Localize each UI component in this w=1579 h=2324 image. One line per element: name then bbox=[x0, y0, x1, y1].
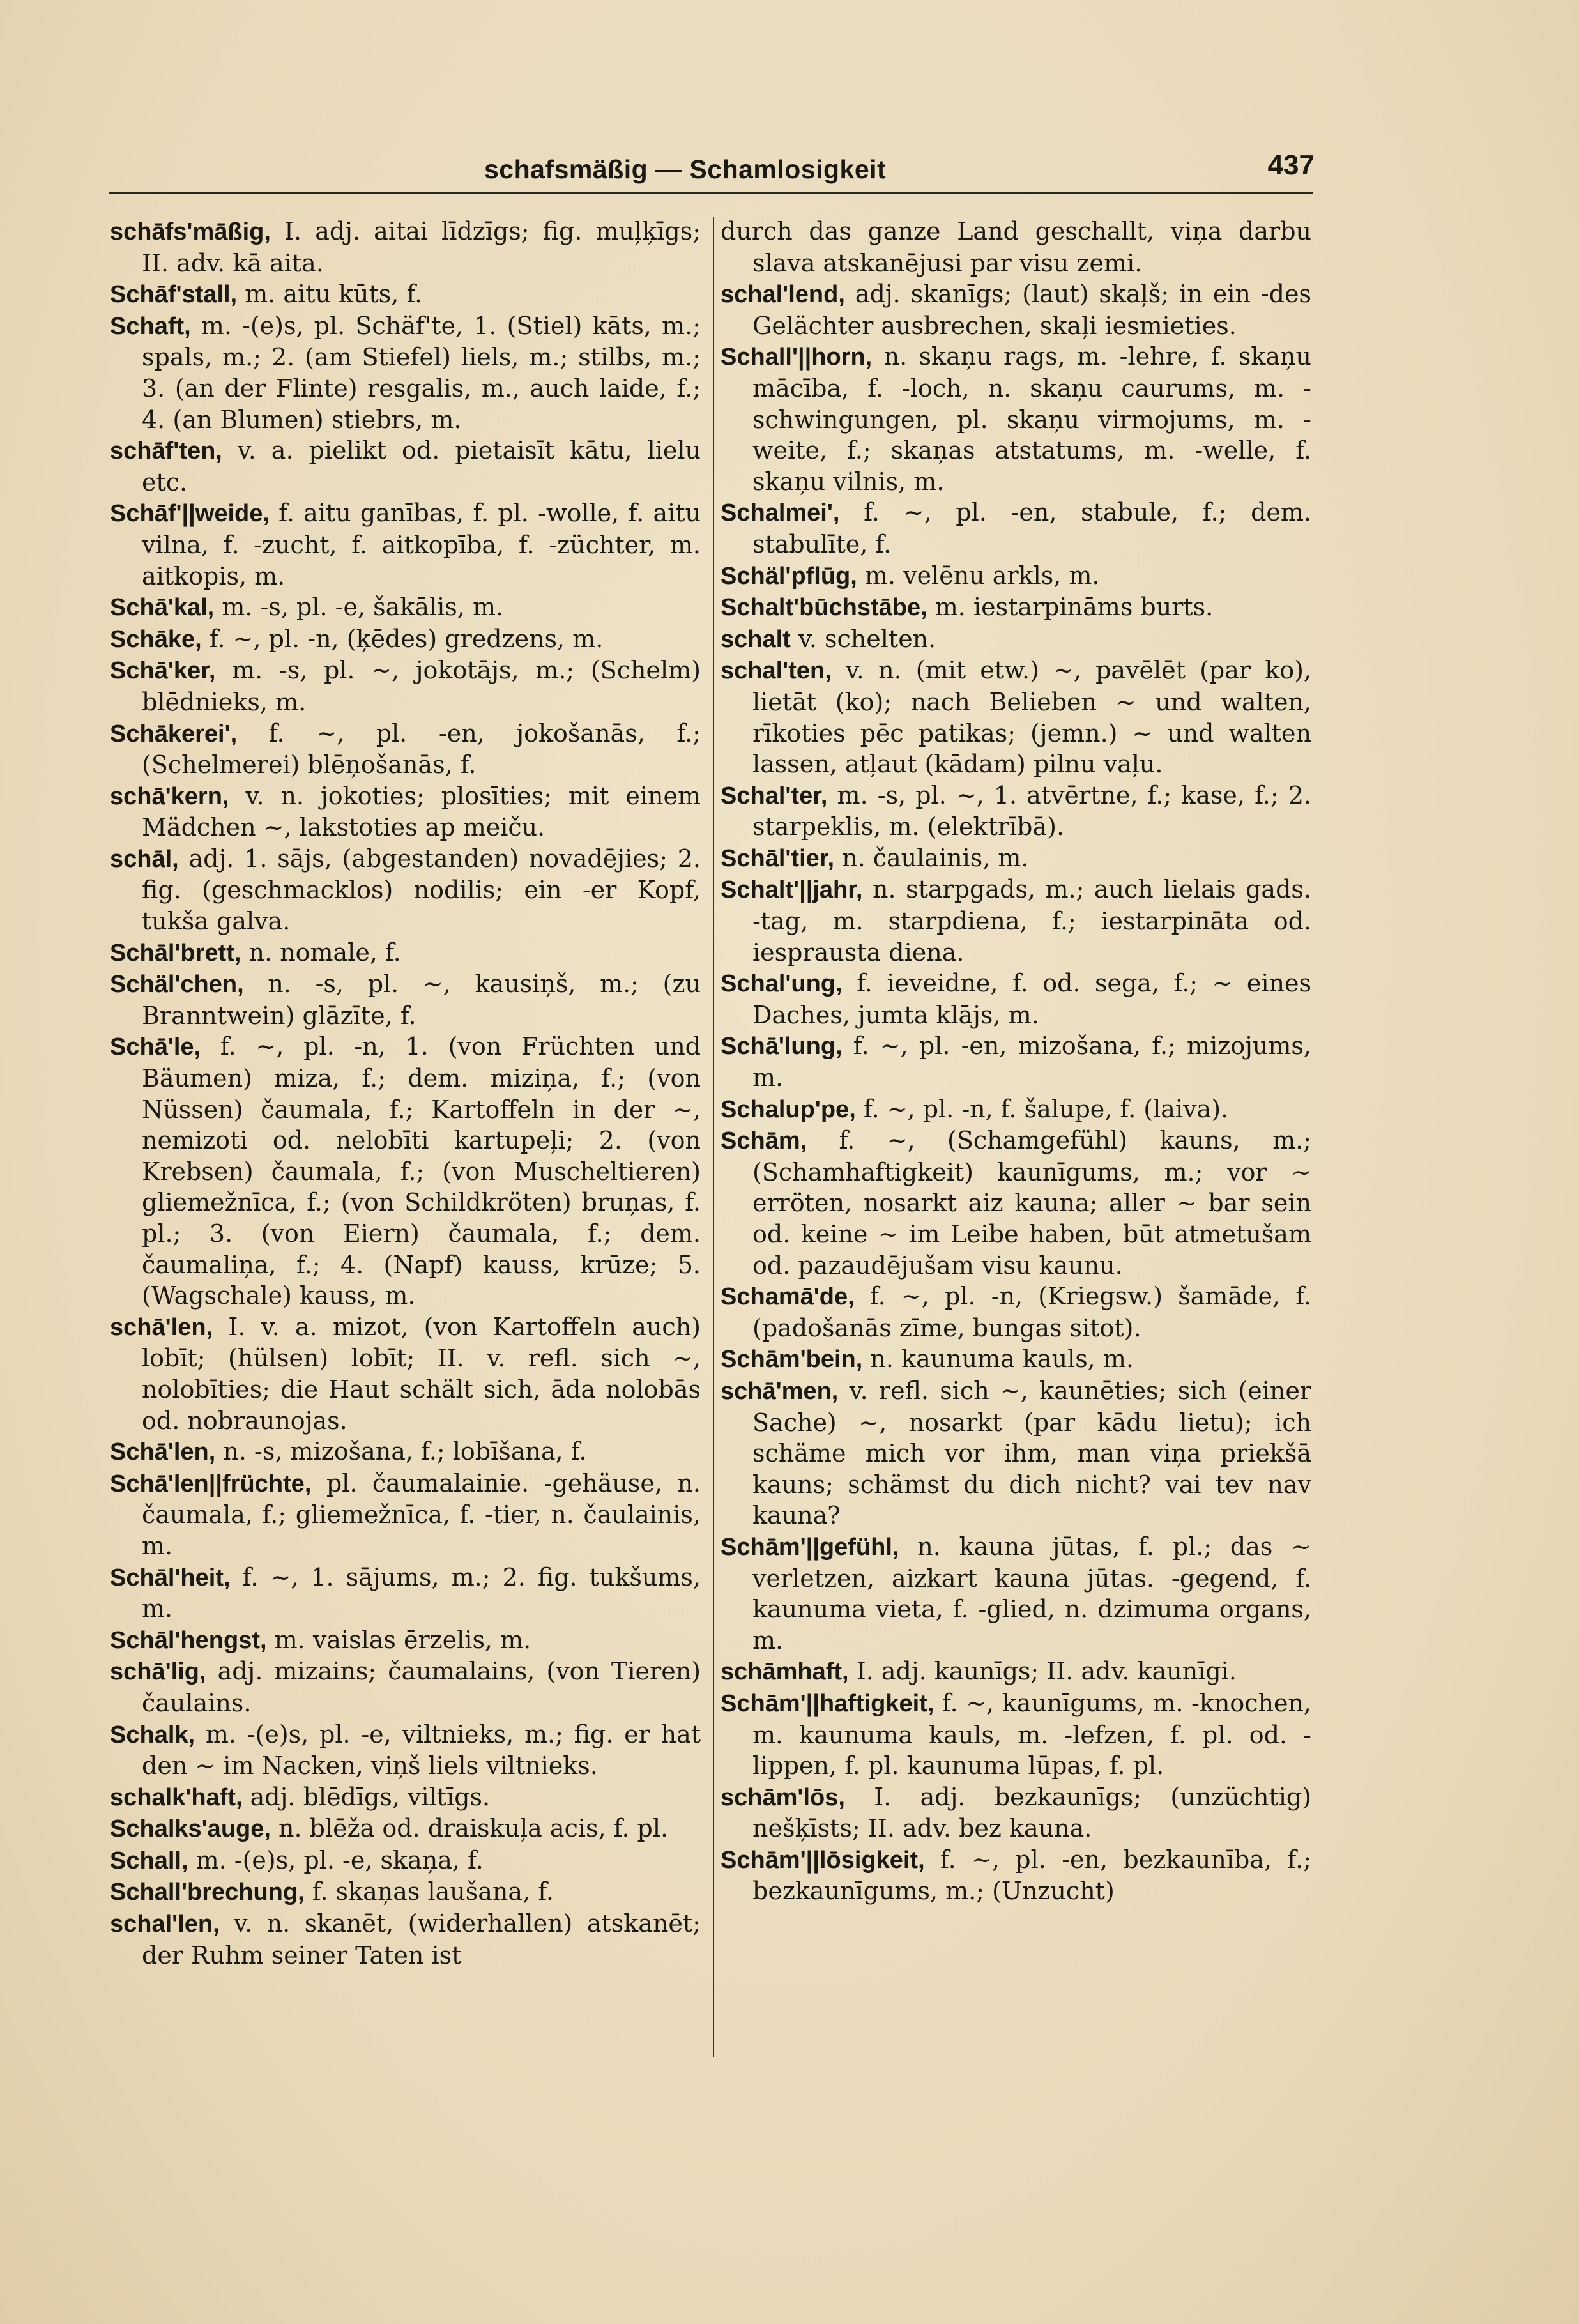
entry-definition: adj. skanīgs; (laut) skaļš; in ein -des Gelächter ausbrechen, skaļi iesmieties. bbox=[752, 280, 1311, 340]
entry-definition: n. kauna jūtas, f. pl.; das ~ verletzen, aizkart kauna jūtas. -gegend, f. kaunuma vieta, f. -glied, n. dzimuma organs, m. bbox=[752, 1532, 1311, 1655]
entry-headword: Schalt'būchstābe, bbox=[721, 594, 927, 622]
entry-definition: v. refl. sich ~, kaunēties; sich (einer Sache) ~, nosarkt (par kādu lietu); ich schäme mich vor ihm, man viņa priekšā kauns; schämst du dich nicht? vai tev nav kauna? bbox=[752, 1376, 1311, 1530]
entry-headword: Schāl'brett, bbox=[110, 939, 241, 967]
entry-definition: f. ~, pl. -en, jokošanās, f.; (Schelmerei) blēņošanās, f. bbox=[142, 719, 701, 779]
entry-definition: n. -s, pl. ~, kausiņš, m.; (zu Branntwein) glāzīte, f. bbox=[142, 970, 701, 1030]
entry-headword: Schalt'||jahr, bbox=[721, 876, 863, 904]
dictionary-entry bbox=[110, 1031, 701, 1311]
dictionary-entry bbox=[721, 279, 1311, 341]
running-head: schafsmäßig — Schamlosigkeit bbox=[484, 155, 887, 184]
entry-headword: schal'ten, bbox=[721, 657, 832, 685]
dictionary-entry bbox=[110, 843, 701, 937]
dictionary-entry bbox=[721, 1844, 1311, 1907]
dictionary-entry bbox=[110, 310, 701, 435]
entry-headword: Schamā'de, bbox=[721, 1283, 855, 1311]
dictionary-entry bbox=[110, 1311, 701, 1436]
entry-definition: pl. čaumalainie. -gehäuse, n. čaumala, f.; gliemežnīca, f. -tier, n. čaulainis, m. bbox=[142, 1469, 701, 1560]
entry-headword: Schal'ung, bbox=[721, 970, 843, 998]
entry-headword: Schalk, bbox=[110, 1721, 195, 1748]
entry-definition: n. skaņu rags, m. -lehre, f. skaņu mācība, f. -loch, n. skaņu caurums, m. -schwingungen, pl. skaņu virmojums, m. -weite, f.; skaņas atstatums, m. -welle, f. skaņu vilnis, m. bbox=[752, 342, 1311, 496]
dictionary-entry bbox=[110, 592, 701, 623]
dictionary-entry bbox=[721, 655, 1311, 779]
entry-definition: n. kaunuma kauls, m. bbox=[862, 1345, 1134, 1373]
entry-headword: schāl, bbox=[110, 845, 179, 873]
entry-definition: m. iestarpināms burts. bbox=[927, 593, 1214, 622]
entry-headword: Schā'len||früchte, bbox=[110, 1470, 312, 1497]
entry-definition: durch das ganze Land geschallt, viņa darbu slava atskanējusi par visu zemi. bbox=[721, 217, 1311, 277]
dictionary-entry bbox=[721, 341, 1311, 497]
entry-headword: schalk'haft, bbox=[110, 1784, 243, 1811]
dictionary-entry bbox=[110, 1782, 701, 1814]
entry-headword: schāf'ten, bbox=[110, 438, 222, 465]
dictionary-entry bbox=[721, 497, 1311, 560]
entry-definition: v. n. skanēt, (widerhallen) atskanēt; der Ruhm seiner Taten ist bbox=[142, 1909, 701, 1969]
entry-definition: n. starpgads, m.; auch lielais gads. -tag, m. starpdiena, f.; iestarpināta od. iesprausta diena. bbox=[752, 875, 1311, 967]
dictionary-entry bbox=[721, 216, 1311, 279]
dictionary-entry bbox=[721, 560, 1311, 592]
entry-definition: f. ~, 1. sājums, m.; 2. fig. tukšums, m. bbox=[142, 1563, 701, 1623]
dictionary-entry bbox=[110, 1813, 701, 1845]
entry-headword: Schā'ker, bbox=[110, 657, 216, 685]
entry-definition: v. n. jokoties; plosīties; mit einem Mädchen ~, lakstoties ap meiču. bbox=[142, 781, 701, 842]
entry-headword: Schākerei', bbox=[110, 720, 238, 747]
dictionary-entry bbox=[110, 1876, 701, 1908]
dictionary-entry bbox=[110, 781, 701, 843]
entry-definition: adj. blēdīgs, viltīgs. bbox=[242, 1782, 491, 1811]
entry-headword: Schall, bbox=[110, 1847, 188, 1874]
entry-definition: f. ~, kaunīgums, m. -knochen, m. kaunuma kauls, m. -lefzen, f. pl. od. -lippen, f. pl. kaunuma lūpas, f. pl. bbox=[752, 1688, 1311, 1780]
page-header bbox=[107, 149, 1315, 194]
dictionary-entry bbox=[110, 1562, 701, 1625]
entry-headword: Schā'kal, bbox=[110, 594, 215, 622]
dictionary-entry bbox=[721, 1375, 1311, 1531]
entry-definition: m. velēnu arkls, m. bbox=[857, 561, 1100, 590]
dictionary-entry bbox=[721, 968, 1311, 1030]
entry-definition: f. ~, pl. -n, f. šalupe, f. (laiva). bbox=[855, 1094, 1229, 1123]
dictionary-entry bbox=[721, 874, 1311, 968]
entry-headword: Schām'bein, bbox=[721, 1346, 863, 1373]
dictionary-entry bbox=[721, 1343, 1311, 1375]
dictionary-entry bbox=[110, 279, 701, 310]
entry-definition: f. ~, pl. -n, (ķēdes) gredzens, m. bbox=[201, 624, 604, 653]
header-rule bbox=[109, 192, 1313, 194]
entry-definition: f. ~, pl. -n, 1. (von Früchten und Bäumen) miza, f.; dem. miziņa, f.; (von Nüssen) čaumala, f.; Kartoffeln in der ~, nemizoti od. nelobīti kartupeļi; 2. (von Krebsen) čaumala, f.; (von Muscheltieren) gliemežnīca, f.; (von Schildkröten) bruņas, f. pl.; 3. (von Eiern) čaumala, f.; dem. čaumaliņa, f.; 4. (Napf) kauss, krūze; 5. (Wagschale) kauss, m. bbox=[142, 1032, 701, 1310]
dictionary-entry bbox=[110, 718, 701, 781]
left-column bbox=[110, 216, 701, 1971]
entry-definition: v. schelten. bbox=[790, 624, 936, 653]
entry-headword: Schall'brechung, bbox=[110, 1879, 305, 1906]
entry-definition: m. vaislas ērzelis, m. bbox=[266, 1625, 531, 1654]
dictionary-entry bbox=[721, 1125, 1311, 1281]
entry-headword: Schāf'||weide, bbox=[110, 500, 270, 528]
entry-definition: I. adj. kaunīgs; II. adv. kaunīgi. bbox=[848, 1657, 1237, 1686]
entry-definition: n. -s, mizošana, f.; lobīšana, f. bbox=[215, 1437, 587, 1466]
dictionary-entry bbox=[721, 1782, 1311, 1844]
dictionary-entry bbox=[721, 592, 1311, 623]
dictionary-entry bbox=[721, 1531, 1311, 1656]
entry-definition: v. n. (mit etw.) ~, pavēlēt (par ko), lietāt (ko); nach Belieben ~ und walten, rīkoties pēc patikas; (jemn.) ~ und walten lassen, atļaut (kādam) pilnu vaļu. bbox=[752, 656, 1311, 779]
dictionary-entry bbox=[110, 937, 701, 969]
entry-headword: schalt bbox=[721, 625, 791, 653]
dictionary-entry bbox=[721, 1030, 1311, 1093]
entry-definition: m. -s, pl. ~, 1. atvērtne, f.; kase, f.; 2. starpeklis, m. (elektrībā). bbox=[752, 781, 1311, 841]
entry-headword: Schāf'stall, bbox=[110, 281, 238, 309]
entry-headword: schāfs'māßig, bbox=[110, 218, 271, 245]
dictionary-entry bbox=[110, 1625, 701, 1656]
entry-definition: m. -(e)s, pl. -e, viltnieks, m.; fig. er hat den ~ im Nacken, viņš liels viltnieks. bbox=[142, 1720, 701, 1780]
entry-definition: m. -(e)s, pl. -e, skaņa, f. bbox=[188, 1846, 484, 1874]
entry-definition: I. adj. aitai līdzīgs; fig. muļķīgs; II. adv. kā aita. bbox=[142, 217, 701, 277]
entry-headword: schā'kern, bbox=[110, 783, 229, 810]
entry-definition: f. skaņas laušana, f. bbox=[304, 1877, 554, 1906]
entry-definition: f. ~, pl. -en, bezkaunība, f.; bezkaunīgums, m.; (Unzucht) bbox=[752, 1845, 1311, 1906]
entry-headword: schāmhaft, bbox=[721, 1658, 849, 1686]
entry-headword: schām'lōs, bbox=[721, 1784, 845, 1811]
dictionary-entry bbox=[110, 1719, 701, 1782]
entry-headword: Schaft, bbox=[110, 312, 191, 340]
entry-headword: Schām, bbox=[721, 1128, 807, 1155]
dictionary-entry bbox=[110, 1845, 701, 1877]
entry-headword: Schā'le, bbox=[110, 1034, 201, 1061]
entry-headword: Schām'||lōsigkeit, bbox=[721, 1846, 925, 1874]
entry-headword: Schāl'tier, bbox=[721, 845, 835, 872]
entry-headword: schal'lend, bbox=[721, 281, 845, 309]
entry-headword: Schāl'heit, bbox=[110, 1564, 231, 1591]
dictionary-entry bbox=[110, 968, 701, 1031]
dictionary-entry bbox=[110, 1468, 701, 1562]
dictionary-entry bbox=[110, 216, 701, 279]
right-column bbox=[721, 216, 1311, 1907]
dictionary-entry bbox=[721, 780, 1311, 843]
entry-definition: m. -(e)s, pl. Schäf'te, 1. (Stiel) kāts, m.; spals, m.; 2. (am Stiefel) liels, m.; stilbs, m.; 3. (an der Flinte) resgalis, m., auch laide, f.; 4. (an Blumen) stiebrs, m. bbox=[142, 311, 701, 434]
dictionary-entry bbox=[110, 1436, 701, 1468]
dictionary-entry bbox=[110, 623, 701, 655]
entry-headword: schā'len, bbox=[110, 1313, 213, 1341]
entry-headword: Schäl'chen, bbox=[110, 971, 244, 998]
dictionary-entry bbox=[721, 843, 1311, 875]
entry-headword: Schall'||horn, bbox=[721, 344, 873, 371]
entry-headword: Schāke, bbox=[110, 625, 202, 653]
dictionary-entry bbox=[110, 655, 701, 717]
dictionary-entry bbox=[721, 1281, 1311, 1343]
dictionary-entry bbox=[721, 623, 1311, 655]
entry-headword: Schal'ter, bbox=[721, 782, 828, 809]
entry-headword: schā'lig, bbox=[110, 1658, 206, 1686]
dictionary-entry bbox=[721, 1094, 1311, 1126]
entry-definition: m. aitu kūts, f. bbox=[237, 280, 423, 309]
entry-headword: Schalmei', bbox=[721, 500, 840, 527]
dictionary-entry bbox=[110, 1656, 701, 1718]
entry-definition: adj. 1. sājs, (abgestanden) novadējies; 2. fig. (geschmacklos) nodilis; ein -er Kopf, tukša galva. bbox=[142, 844, 701, 936]
entry-headword: Schā'len, bbox=[110, 1439, 216, 1466]
entry-definition: I. v. a. mizot, (von Kartoffeln auch) lobīt; (hülsen) lobīt; II. v. refl. sich ~, nolobīties; die Haut schält sich, āda nolobās od. nobraunojas. bbox=[142, 1312, 701, 1435]
entry-definition: f. ieveidne, f. od. sega, f.; ~ eines Daches, jumta klājs, m. bbox=[752, 969, 1311, 1029]
entry-definition: f. ~, pl. -en, stabule, f.; dem. stabulīte, f. bbox=[752, 498, 1311, 558]
entry-headword: schal'len, bbox=[110, 1911, 220, 1938]
entry-definition: n. nomale, f. bbox=[241, 938, 401, 967]
entry-headword: Schalup'pe, bbox=[721, 1096, 856, 1123]
entry-definition: n. čaulainis, m. bbox=[834, 843, 1029, 872]
entry-definition: f. ~, pl. -en, mizošana, f.; mizojums, m. bbox=[752, 1032, 1311, 1092]
entry-headword: Schäl'pflūg, bbox=[721, 562, 857, 590]
entry-headword: Schām'||gefühl, bbox=[721, 1533, 899, 1561]
dictionary-entry bbox=[721, 1688, 1311, 1782]
page-number: 437 bbox=[1267, 149, 1315, 181]
entry-definition: f. ~, (Schamgefühl) kauns, m.; (Schamhaftigkeit) kaunīgums, m.; vor ~ erröten, nosarkt aiz kauna; aller ~ bar sein od. keine ~ im Leibe haben, būt atmetušam od. pazaudējušam visu kaunu. bbox=[752, 1126, 1311, 1280]
entry-definition: I. adj. bezkaunīgs; (unzüchtig) nešķīsts; II. adv. bez kauna. bbox=[752, 1782, 1311, 1843]
dictionary-entry bbox=[110, 1908, 701, 1971]
entry-headword: Schām'||haftigkeit, bbox=[721, 1690, 934, 1717]
dictionary-entry bbox=[110, 498, 701, 592]
dictionary-entry bbox=[721, 1656, 1311, 1688]
entry-headword: Schāl'hengst, bbox=[110, 1626, 267, 1654]
entry-definition: m. -s, pl. ~, jokotājs, m.; (Schelm) blēdnieks, m. bbox=[142, 656, 701, 716]
entry-definition: adj. mizains; čaumalains, (von Tieren) čaulains. bbox=[142, 1657, 701, 1717]
entry-definition: n. blēža od. draiskuļa acis, f. pl. bbox=[270, 1814, 669, 1843]
entry-headword: Schalks'auge, bbox=[110, 1816, 271, 1843]
entry-definition: f. aitu ganības, f. pl. -wolle, f. aitu vilna, f. -zucht, f. aitkopība, f. -züchter, m. aitkopis, m. bbox=[142, 499, 701, 590]
entry-definition: m. -s, pl. -e, šakālis, m. bbox=[214, 593, 504, 622]
entry-definition: f. ~, pl. -n, (Kriegsw.) šamāde, f. (padošanās zīme, bungas sitot). bbox=[752, 1282, 1311, 1342]
entry-headword: Schā'lung, bbox=[721, 1033, 843, 1060]
dictionary-entry bbox=[110, 435, 701, 498]
entry-headword: schā'men, bbox=[721, 1377, 839, 1405]
column-divider bbox=[713, 217, 714, 2057]
entry-definition: v. a. pielikt od. pietaisīt kātu, lielu etc. bbox=[142, 436, 701, 496]
